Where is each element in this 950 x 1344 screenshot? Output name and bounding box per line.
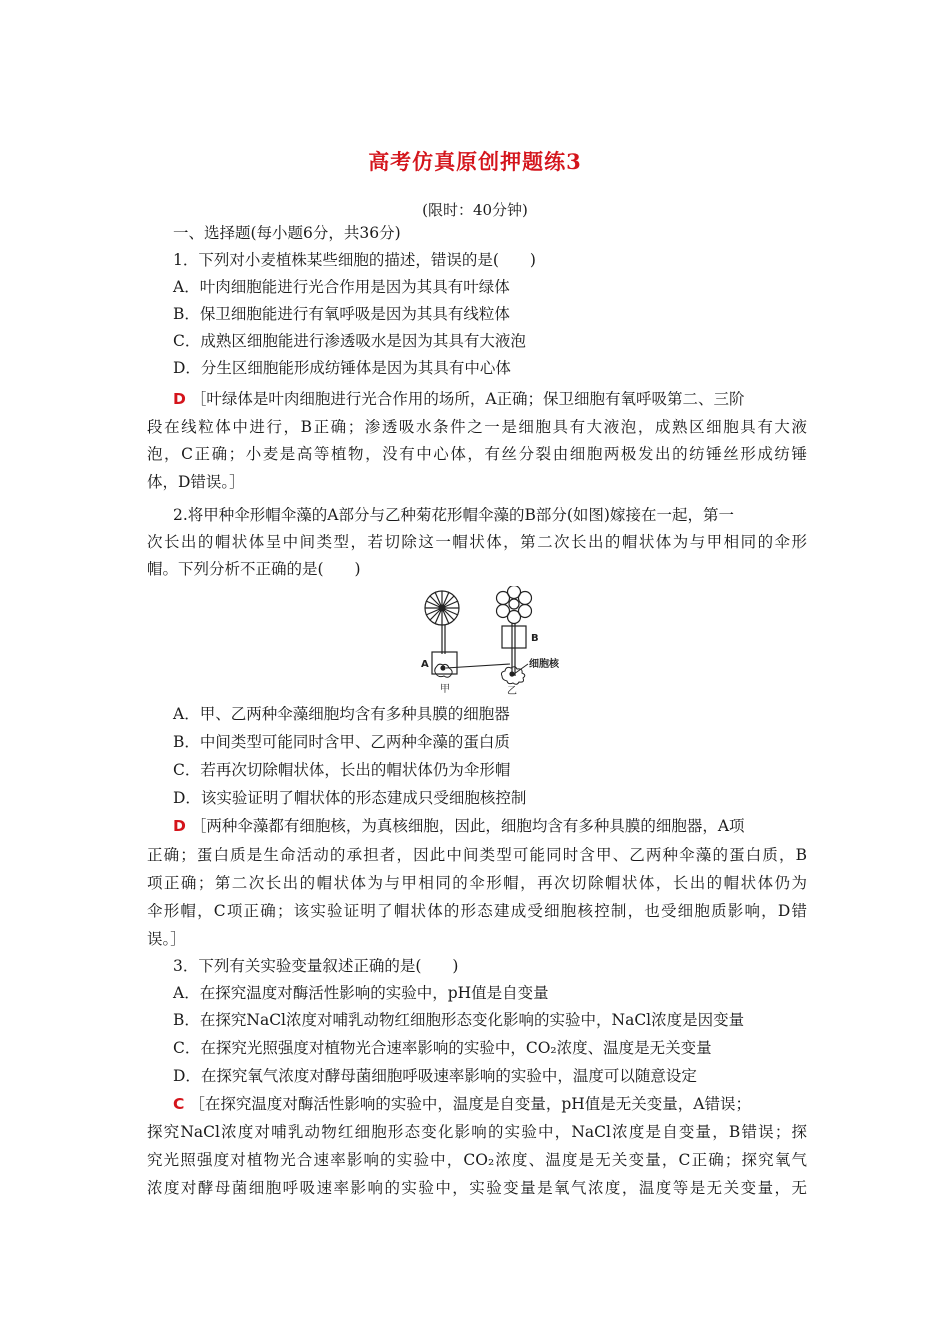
q2-option-c: C．若再次切除帽状体，长出的帽状体仍为伞形帽 [173,761,511,779]
q1-explanation-line [173,388,745,410]
q3-explanation-text: ［在探究温度对酶活性影响的实验中，温度是自变量，pH值是无关变量，A错误； [189,1095,751,1113]
q3-option-a: A．在探究温度对酶活性影响的实验中，pH值是自变量 [173,984,549,1002]
q2-explanation-text: ［两种伞藻都有细胞核，为真核细胞，因此，细胞均含有多种具膜的细胞器，A项 [190,817,745,835]
q2-option-b: B．中间类型可能同时含甲、乙两种伞藻的蛋白质 [173,733,510,751]
q1-option-b: B．保卫细胞能进行有氧呼吸是因为其具有线粒体 [173,305,510,323]
q2-explanation-line: 项正确；第二次长出的帽状体为与甲相同的伞形帽，再次切除帽状体，长出的帽状体仍为 [147,874,807,892]
section-heading: 一、选择题(每小题6分，共36分) [173,224,401,242]
q2-explanation-line: 误。］ [147,930,186,948]
q3-answer: C [173,1095,185,1113]
q2-explanation-line: 伞形帽，C项正确；该实验证明了帽状体的形态建成受细胞核控制，也受细胞质影响，D错 [147,902,807,920]
nucleus-dot-yi [509,671,514,676]
q2-option-a: A．甲、乙两种伞藻细胞均含有多种具膜的细胞器 [173,705,510,723]
q1-stem: 1．下列对小麦植株某些细胞的描述，错误的是( ) [173,251,536,269]
q2-answer: D [173,817,186,835]
q3-explanation-line: 究光照强度对植物光合速率影响的实验中，CO₂浓度、温度是无关变量，C正确；探究氧气 [147,1151,807,1169]
q1-explanation-line: 体，D错误。］ [147,473,245,491]
label-nucleus: 细胞核 [529,659,559,670]
label-jia: 甲 [440,684,450,695]
q2-explanation-line [173,815,745,837]
q1-option-a: A．叶肉细胞能进行光合作用是因为其具有叶绿体 [173,278,510,296]
q2-stem-line: 2.将甲种伞形帽伞藻的A部分与乙种菊花形帽伞藻的B部分(如图)嫁接在一起，第一 [173,506,734,524]
q3-option-c: C．在探究光照强度对植物光合速率影响的实验中，CO₂浓度、温度是无关变量 [173,1039,712,1057]
q1-option-d: D．分生区细胞能形成纺锤体是因为其具有中心体 [173,359,511,377]
q3-explanation-line: 浓度对酵母菌细胞呼吸速率影响的实验中，实验变量是氧气浓度，温度等是无关变量，无 [147,1179,807,1197]
q3-stem: 3．下列有关实验变量叙述正确的是( ) [173,957,459,975]
acetabularia-graft-figure [410,586,570,700]
q3-explanation-line [173,1093,751,1115]
umbrella-cap-icon [425,591,459,625]
q3-explanation-line: 探究NaCl浓度对哺乳动物红细胞形态变化影响的实验中，NaCl浓度是自变量，B错误；探 [147,1123,807,1141]
q2-stem-line: 次长出的帽状体呈中间类型，若切除这一帽状体，第二次长出的帽状体为与甲相同的伞形 [147,533,807,551]
q1-explanation-line: 泡，C正确；小麦是高等植物，没有中心体，有丝分裂由细胞两极发出的纺锤丝形成纺锤 [147,445,807,463]
q2-explanation-line: 正确；蛋白质是生命活动的承担者，因此中间类型可能同时含甲、乙两种伞藻的蛋白质，B [147,846,807,864]
time-limit: (限时：40分钟) [422,201,528,219]
q2-option-d: D．该实验证明了帽状体的形态建成只受细胞核控制 [173,789,527,807]
q3-option-b: B．在探究NaCl浓度对哺乳动物红细胞形态变化影响的实验中，NaCl浓度是因变量 [173,1011,745,1029]
page-title: 高考仿真原创押题练3 [368,149,582,174]
label-yi: 乙 [507,686,517,697]
chrysanthemum-cap-icon [497,586,532,624]
q3-option-d: D．在探究氧气浓度对酵母菌细胞呼吸速率影响的实验中，温度可以随意设定 [173,1067,697,1085]
q1-answer: D [173,390,186,408]
label-b: B [531,633,539,644]
nucleus-dot-jia [440,665,445,670]
label-a: A [421,659,429,670]
q1-explanation-line: 段在线粒体中进行，B正确；渗透吸水条件之一是细胞具有大液泡，成熟区细胞具有大液 [147,418,807,436]
q2-stem-line: 帽。下列分析不正确的是( ) [147,560,361,578]
q1-explanation-text: ［叶绿体是叶肉细胞进行光合作用的场所，A正确；保卫细胞有氧呼吸第二、三阶 [190,390,745,408]
q1-option-c: C．成熟区细胞能进行渗透吸水是因为其具有大液泡 [173,332,526,350]
